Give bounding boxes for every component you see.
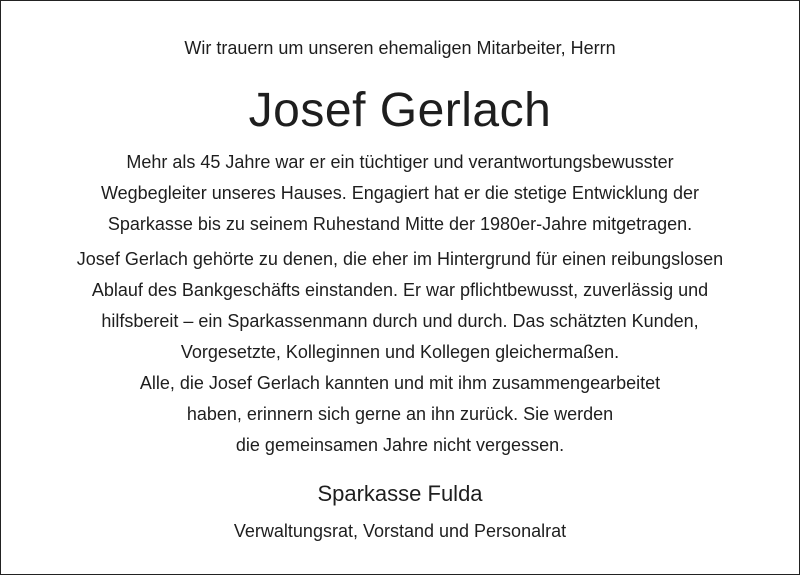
paragraph-career [1,147,799,240]
paragraph-line: Sparkasse bis zu seinem Ruhestand Mitte der 1980er-Jahre mitgetragen. [107,214,693,234]
paragraph-line: Mehr als 45 Jahre war er ein tüchtiger und verantwortungsbewusster [126,152,674,172]
paragraph-remembrance [1,368,799,461]
paragraph-line: Wegbegleiter unseres Hauses. Engagiert hat er die stetige Entwicklung der [100,183,699,203]
paragraph-line: Ablauf des Bankgeschäfts einstanden. Er war pflichtbewusst, zuverlässig und [91,280,709,300]
signer-organization: Sparkasse Fulda [317,481,483,506]
intro-text: Wir trauern um unseren ehemaligen Mitarbeiter, Herrn [184,38,616,58]
deceased-name: Josef Gerlach [248,84,552,137]
paragraph-line: hilfsbereit – ein Sparkassenmann durch und durch. Das schätzten Kunden, [101,311,699,331]
paragraph-character [1,244,799,368]
signer-bodies: Verwaltungsrat, Vorstand und Personalrat [233,521,567,541]
paragraph-line: die gemeinsamen Jahre nicht vergessen. [235,435,565,455]
paragraph-line: haben, erinnern sich gerne an ihn zurück. Sie werden [186,404,614,424]
paragraph-line: Alle, die Josef Gerlach kannten und mit ihm zusammengearbeitet [139,373,661,393]
paragraph-line: Josef Gerlach gehörte zu denen, die eher im Hintergrund für einen reibungslosen [76,249,724,269]
paragraph-line: Vorgesetzte, Kolleginnen und Kollegen gleichermaßen. [180,342,620,362]
